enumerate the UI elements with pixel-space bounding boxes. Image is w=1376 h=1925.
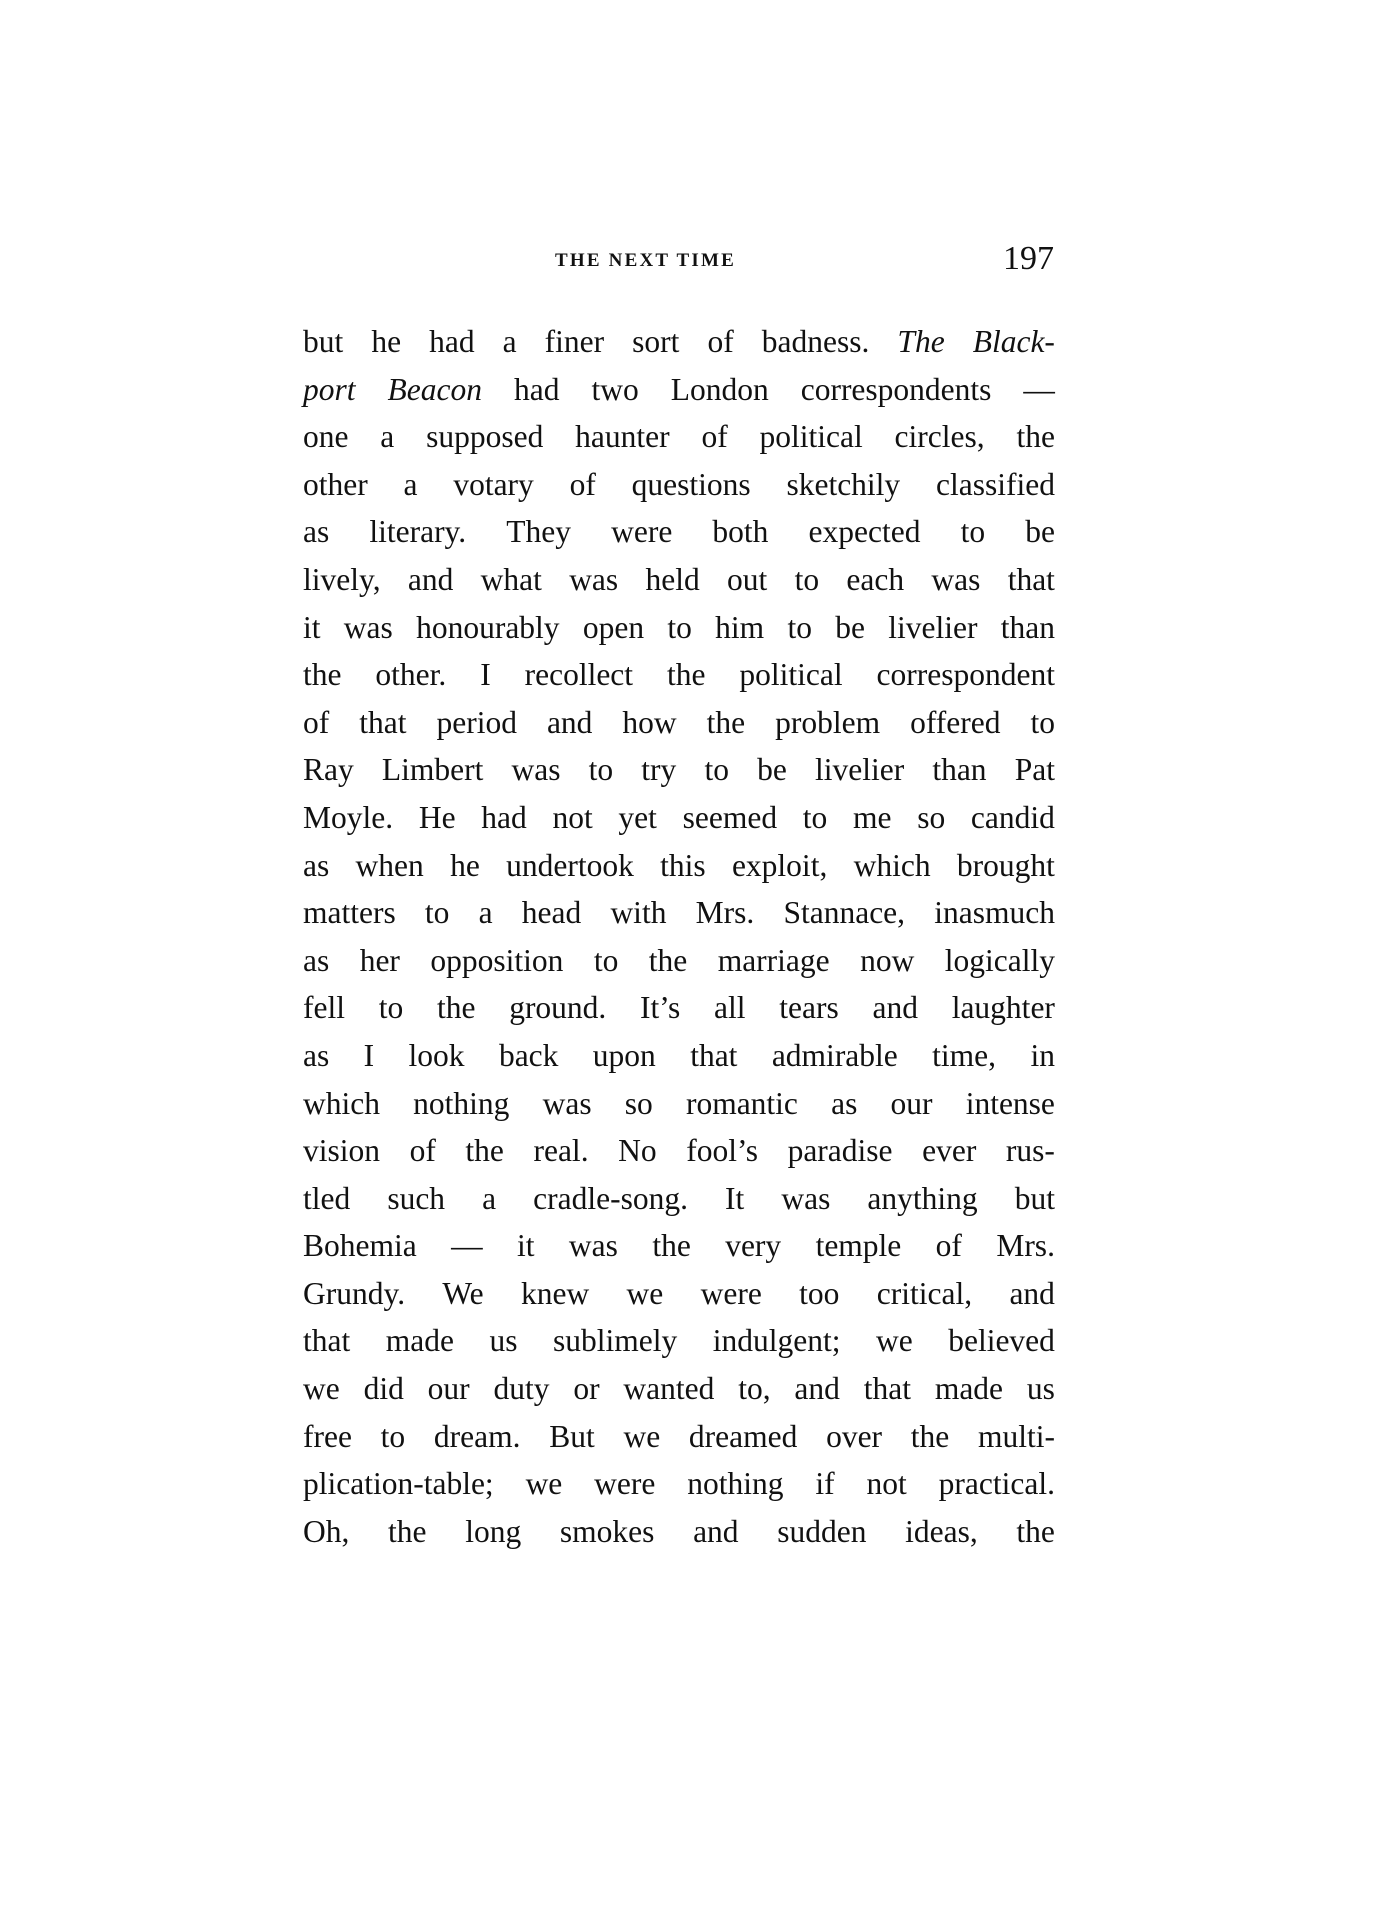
text-line (303, 1365, 1055, 1413)
word: a (403, 466, 418, 502)
word: made (385, 1323, 454, 1359)
word: to (704, 752, 729, 788)
word: It’s (640, 990, 681, 1026)
word: candid (970, 799, 1055, 835)
italic-word: Beacon (387, 371, 482, 407)
text-line-words (303, 413, 1055, 461)
word: ever (922, 1133, 977, 1169)
word: of (701, 419, 728, 455)
word: the (1016, 1513, 1055, 1549)
word: were (594, 1466, 656, 1502)
word: problem (775, 704, 881, 740)
text-line (303, 1127, 1055, 1175)
word: opposition (430, 942, 564, 978)
word: correspondent (876, 657, 1055, 693)
text-line (303, 1080, 1055, 1128)
word: the (706, 704, 746, 740)
word: we (875, 1323, 913, 1359)
word: undertook (506, 847, 634, 883)
word: and (1009, 1275, 1055, 1311)
word: than (932, 752, 987, 788)
text-line (303, 889, 1055, 937)
word: of (935, 1228, 962, 1264)
text-line-words (303, 461, 1055, 509)
text-line (303, 1317, 1055, 1365)
text-line-words (303, 318, 1055, 366)
word: smokes (559, 1513, 655, 1549)
word: of (707, 324, 734, 359)
word: romantic (685, 1085, 798, 1121)
text-line (303, 318, 1055, 366)
word: of (409, 1133, 436, 1169)
page-number: 197 (1003, 240, 1054, 277)
word: made (934, 1371, 1004, 1407)
word: this (660, 847, 706, 883)
word: we (623, 1418, 661, 1454)
word: with (610, 895, 667, 931)
word: tears (779, 990, 839, 1026)
word: had (481, 799, 527, 835)
word: as (303, 847, 330, 883)
word: to (380, 1418, 406, 1454)
word: We (442, 1275, 484, 1311)
word: badness. (761, 324, 870, 359)
word: in (1030, 1037, 1055, 1073)
word: be (1025, 514, 1055, 550)
word: to (787, 609, 812, 645)
text-line (303, 699, 1055, 747)
word: but (303, 324, 344, 359)
word: tled (303, 1180, 351, 1216)
text-line-words (303, 746, 1055, 794)
word: were (611, 514, 673, 550)
text-line (303, 842, 1055, 890)
text-line-words (303, 651, 1055, 699)
word: the (465, 1133, 504, 1169)
word: of (303, 704, 330, 740)
word: real. (533, 1133, 589, 1169)
word: be (757, 752, 787, 788)
word: our (427, 1371, 470, 1407)
word: lively, (303, 561, 381, 597)
word: the (910, 1418, 950, 1454)
word: and (693, 1513, 739, 1549)
word: livelier (814, 752, 905, 788)
word: intense (965, 1085, 1055, 1121)
word: It (725, 1180, 745, 1216)
word: each (846, 561, 905, 597)
word: But (549, 1418, 595, 1454)
word: honourably (416, 609, 560, 645)
word: was (542, 1085, 592, 1121)
word: our (890, 1085, 933, 1121)
italic-word: Black- (972, 324, 1055, 359)
word: yet (618, 799, 657, 835)
word: wanted (623, 1371, 715, 1407)
word: They (506, 514, 571, 550)
text-line-words (303, 1127, 1055, 1175)
word: admirable (771, 1037, 898, 1073)
word: as (303, 514, 330, 550)
word: sublimely (552, 1323, 678, 1359)
word: a (380, 419, 395, 455)
text-line-words (303, 699, 1055, 747)
italic-word: port (303, 371, 356, 407)
word: recollect (524, 657, 634, 693)
word: critical, (876, 1275, 973, 1311)
text-line (303, 1270, 1055, 1318)
text-line (303, 1508, 1055, 1556)
word: votary (453, 466, 534, 502)
word: supposed (426, 419, 544, 455)
word: finer (544, 324, 605, 359)
word: that (1007, 561, 1055, 597)
text-line (303, 366, 1055, 414)
text-line (303, 1460, 1055, 1508)
word: all (714, 990, 746, 1026)
text-line (303, 1032, 1055, 1080)
text-line-words (303, 794, 1055, 842)
word: inasmuch (934, 895, 1055, 931)
word: was (343, 609, 393, 645)
word: other (303, 466, 368, 502)
word: when (355, 847, 424, 883)
word: too (799, 1275, 840, 1311)
word: logically (944, 942, 1055, 978)
word: to (378, 990, 404, 1026)
text-line-words (303, 366, 1055, 414)
word: as (831, 1085, 858, 1121)
text-line-words (303, 1460, 1055, 1508)
word: the (648, 942, 688, 978)
word: and (794, 1371, 840, 1407)
word: we (303, 1371, 340, 1407)
word: both (712, 514, 769, 550)
word: laughter (951, 990, 1055, 1026)
word: as (303, 1037, 330, 1073)
word: it (303, 609, 321, 645)
word: other. (375, 657, 447, 693)
word: was (568, 1228, 618, 1264)
body-text (303, 318, 1055, 1555)
word: Bohemia (303, 1228, 417, 1264)
word: the (652, 1228, 691, 1264)
text-line (303, 937, 1055, 985)
word: to (424, 895, 450, 931)
word: Pat (1014, 752, 1055, 788)
word: such (387, 1180, 446, 1216)
text-line-words (303, 1270, 1055, 1318)
word: rus- (1005, 1133, 1055, 1169)
text-line-words (303, 1032, 1055, 1080)
word: held (645, 561, 700, 597)
word: offered (910, 704, 1001, 740)
word: and (872, 990, 918, 1026)
word: a (482, 1180, 497, 1216)
text-line (303, 508, 1055, 556)
word: Grundy. (303, 1275, 406, 1311)
word: the (1016, 419, 1055, 455)
word: was (511, 752, 561, 788)
word: now (860, 942, 915, 978)
text-line-words (303, 604, 1055, 652)
word: Limbert (381, 752, 484, 788)
word: Oh, (303, 1513, 350, 1549)
word: of (569, 466, 596, 502)
word: sketchily (786, 466, 901, 502)
word: him (715, 609, 765, 645)
word: that (303, 1323, 351, 1359)
running-title: THE NEXT TIME (555, 250, 736, 271)
text-line (303, 461, 1055, 509)
word: to, (738, 1371, 771, 1407)
word: I (363, 1037, 375, 1073)
word: political (739, 657, 843, 693)
word: did (363, 1371, 404, 1407)
word: or (573, 1371, 600, 1407)
word: period (436, 704, 517, 740)
word: Stannace, (783, 895, 906, 931)
word: upon (592, 1037, 656, 1073)
word: it (517, 1228, 535, 1264)
word: indulgent; (712, 1323, 841, 1359)
word: open (582, 609, 645, 645)
word: nothing (687, 1466, 784, 1502)
word: — (1023, 371, 1055, 407)
word: knew (520, 1275, 590, 1311)
word: correspondents (800, 371, 992, 407)
word: to (960, 514, 986, 550)
text-line (303, 984, 1055, 1032)
word: cradle-song. (533, 1180, 688, 1216)
word: what (480, 561, 542, 597)
word: Mrs. (996, 1228, 1055, 1264)
text-line (303, 413, 1055, 461)
word: to (593, 942, 619, 978)
word: circles, (894, 419, 985, 455)
text-line-words (303, 1365, 1055, 1413)
text-line-words (303, 889, 1055, 937)
word: me (853, 799, 892, 835)
word: not (866, 1466, 907, 1502)
text-line-words (303, 984, 1055, 1032)
text-line-words (303, 1508, 1055, 1556)
word: he (450, 847, 480, 883)
text-line-words (303, 556, 1055, 604)
text-line-words (303, 842, 1055, 890)
word: her (359, 942, 400, 978)
word: practical. (938, 1466, 1055, 1502)
text-line (303, 1175, 1055, 1223)
word: political (759, 419, 863, 455)
word: which (303, 1085, 380, 1121)
text-line (303, 604, 1055, 652)
word: if (815, 1466, 835, 1502)
word: which (853, 847, 931, 883)
word: sort (632, 324, 680, 359)
text-line (303, 746, 1055, 794)
word: matters (303, 895, 396, 931)
word: the (666, 657, 706, 693)
word: were (700, 1275, 762, 1311)
word: a (502, 324, 517, 359)
word: the (388, 1513, 427, 1549)
word: ground. (509, 990, 607, 1026)
text-line-words (303, 1413, 1055, 1461)
word: and (546, 704, 593, 740)
text-line-words (303, 1317, 1055, 1365)
word: head (521, 895, 582, 931)
running-head (302, 240, 1054, 284)
italic-word: The (897, 324, 945, 359)
word: that (690, 1037, 738, 1073)
word: sudden (777, 1513, 867, 1549)
text-line (303, 1413, 1055, 1461)
word: seemed (682, 799, 778, 835)
text-line-words (303, 1175, 1055, 1223)
word: He (418, 799, 456, 835)
text-line-words (303, 937, 1055, 985)
word: dreamed (688, 1418, 798, 1454)
text-line (303, 1222, 1055, 1270)
word: vision (303, 1133, 381, 1169)
word: literary. (369, 514, 467, 550)
word: long (465, 1513, 522, 1549)
word: a (478, 895, 493, 931)
word: brought (956, 847, 1055, 883)
word: two (591, 371, 639, 407)
text-line (303, 651, 1055, 699)
word: paradise (787, 1133, 893, 1169)
word: the (436, 990, 476, 1026)
word: temple (815, 1228, 902, 1264)
word: anything (867, 1180, 978, 1216)
word: so (917, 799, 946, 835)
word: Moyle. (303, 799, 394, 835)
word: one (303, 419, 349, 455)
word: classified (935, 466, 1055, 502)
word: to (1030, 704, 1055, 740)
word: free (303, 1418, 352, 1454)
word: try (641, 752, 677, 788)
word: London (670, 371, 769, 407)
word: livelier (888, 609, 978, 645)
word: that (863, 1371, 911, 1407)
word: duty (493, 1371, 550, 1407)
word: was (781, 1180, 831, 1216)
word: multi- (977, 1418, 1055, 1454)
word: how (622, 704, 677, 740)
word: we (525, 1466, 563, 1502)
word: fool’s (686, 1133, 758, 1169)
word: Ray (303, 752, 354, 788)
word: he (371, 324, 402, 359)
word: to (588, 752, 614, 788)
word: we (626, 1275, 664, 1311)
word: out (727, 561, 768, 597)
text-line-words (303, 1080, 1055, 1128)
word: dream. (433, 1418, 521, 1454)
text-line (303, 794, 1055, 842)
word: No (618, 1133, 657, 1169)
text-line-words (303, 508, 1055, 556)
text-line (303, 556, 1055, 604)
word: nothing (413, 1085, 510, 1121)
word: and (407, 561, 454, 597)
word: — (451, 1228, 483, 1264)
word: believed (948, 1323, 1055, 1359)
word: was (931, 561, 981, 597)
word: questions (631, 466, 751, 502)
word: time, (932, 1037, 997, 1073)
word: as (303, 942, 330, 978)
word: marriage (717, 942, 830, 978)
word: over (826, 1418, 883, 1454)
word: that (359, 704, 407, 740)
word: plication-table; (303, 1466, 494, 1502)
word: had (429, 324, 475, 359)
word: to (794, 561, 820, 597)
word: very (725, 1228, 782, 1264)
word: exploit, (731, 847, 828, 883)
word: be (835, 609, 865, 645)
word: haunter (575, 419, 670, 455)
word: to (667, 609, 692, 645)
word: than (1000, 609, 1055, 645)
word: so (624, 1085, 653, 1121)
word: was (569, 561, 619, 597)
word: to (802, 799, 828, 835)
word: Mrs. (695, 895, 755, 931)
word: had (513, 371, 560, 407)
word: not (552, 799, 593, 835)
word: ideas, (905, 1513, 978, 1549)
word: the (303, 657, 342, 693)
word: us (489, 1323, 518, 1359)
word: look (408, 1037, 465, 1073)
word: but (1014, 1180, 1055, 1216)
text-line-words (303, 1222, 1055, 1270)
word: us (1026, 1371, 1055, 1407)
word: I (480, 657, 491, 693)
word: fell (303, 990, 345, 1026)
word: expected (808, 514, 921, 550)
word: back (498, 1037, 559, 1073)
